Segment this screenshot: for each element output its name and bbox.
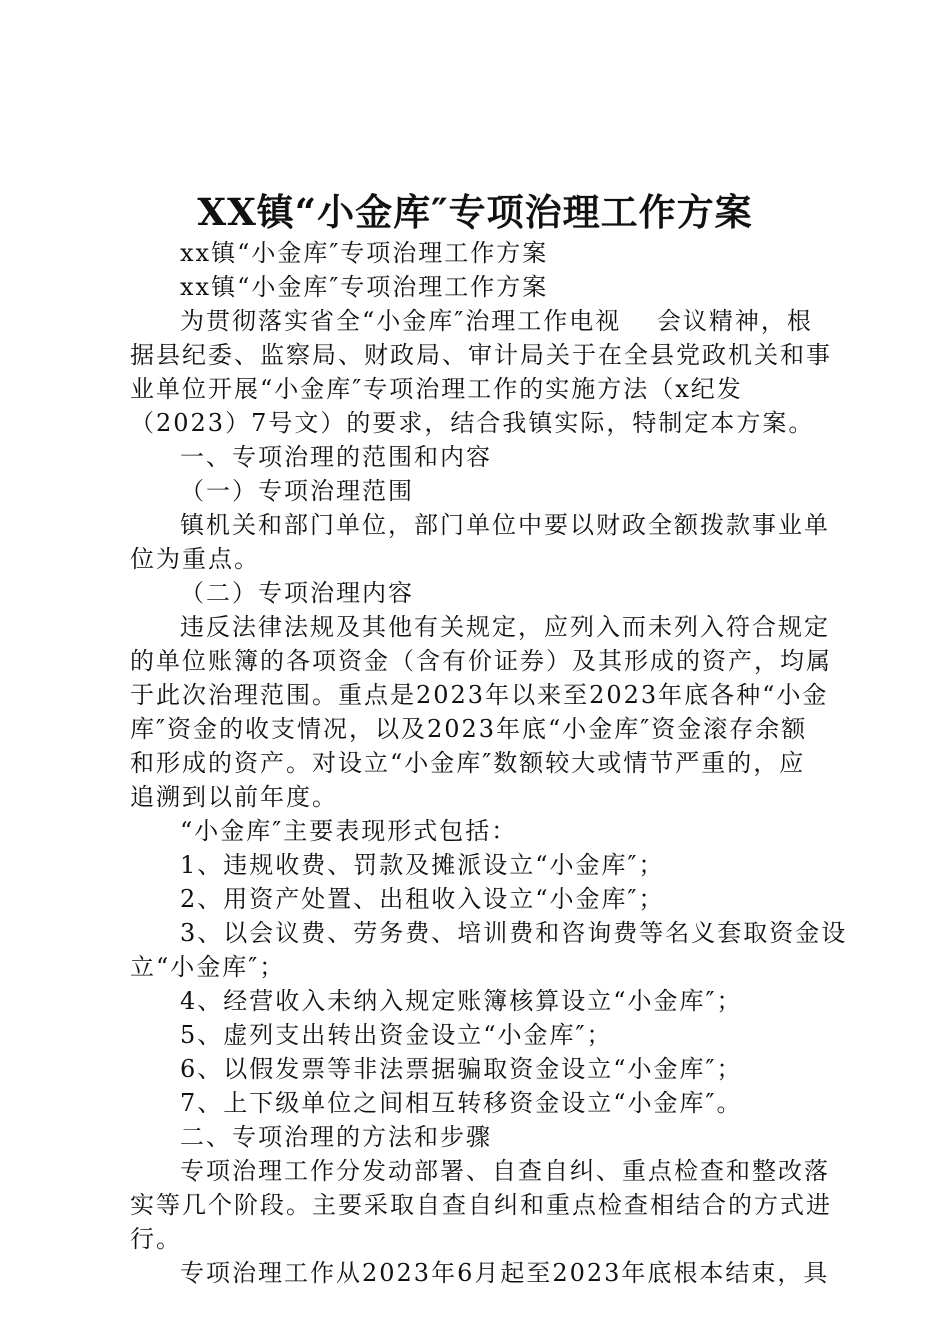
list-item: 7、上下级单位之间相互转移资金设立“小金库″。	[180, 1089, 743, 1117]
subtitle-line: xx镇“小金库″专项治理工作方案	[180, 239, 549, 267]
paragraph-line: 为贯彻落实省全“小金库″治理工作电视 会议精神，根	[180, 307, 813, 335]
paragraph-line: 追溯到以前年度。	[130, 783, 338, 811]
paragraph-line: 行。	[130, 1225, 182, 1253]
list-item: 4、经营收入未纳入规定账簿核算设立“小金库″；	[180, 987, 743, 1015]
paragraph-line: 业单位开展“小金库″专项治理工作的实施方法（x纪发	[130, 375, 743, 403]
subsection-heading: （二）专项治理内容	[180, 579, 414, 607]
subtitle-line: xx镇“小金库″专项治理工作方案	[180, 273, 549, 301]
list-item: 2、用资产处置、出租收入设立“小金库″；	[180, 885, 665, 913]
paragraph-line: 库″资金的收支情况，以及2023年底“小金库″资金滚存余额	[130, 715, 808, 743]
list-item: 6、以假发票等非法票据骗取资金设立“小金库″；	[180, 1055, 743, 1083]
list-item: 3、以会议费、劳务费、培训费和咨询费等名义套取资金设	[180, 919, 848, 947]
paragraph-line: 的单位账簿的各项资金（含有价证券）及其形成的资产，均属	[130, 647, 832, 675]
list-item: 5、虚列支出转出资金设立“小金库″；	[180, 1021, 613, 1049]
paragraph-line: 据县纪委、监察局、财政局、审计局关于在全县党政机关和事	[130, 341, 832, 369]
paragraph-line: 镇机关和部门单位，部门单位中要以财政全额拨款事业单	[180, 511, 830, 539]
list-item: 1、违规收费、罚款及摊派设立“小金库″；	[180, 851, 665, 879]
paragraph-line: （2023）7号文）的要求，结合我镇实际，特制定本方案。	[130, 409, 815, 437]
section-heading: 二、专项治理的方法和步骤	[180, 1123, 492, 1151]
paragraph-line: 于此次治理范围。重点是2023年以来至2023年底各种“小金	[130, 681, 829, 709]
paragraph-line: 和形成的资产。对设立“小金库″数额较大或情节严重的，应	[130, 749, 806, 777]
section-heading: 一、专项治理的范围和内容	[180, 443, 492, 471]
paragraph-line: 违反法律法规及其他有关规定，应列入而未列入符合规定	[180, 613, 830, 641]
paragraph-line: 专项治理工作从2023年6月起至2023年底根本结束，具	[180, 1259, 830, 1287]
paragraph-line: 位为重点。	[130, 545, 260, 573]
paragraph-line: 专项治理工作分发动部署、自查自纠、重点检查和整改落	[180, 1157, 830, 1185]
document-title: XX镇“小金库″专项治理工作方案	[197, 190, 753, 234]
paragraph-line: “小金库″主要表现形式包括：	[180, 817, 518, 845]
subsection-heading: （一）专项治理范围	[180, 477, 414, 505]
list-item: 立“小金库″；	[130, 953, 286, 981]
paragraph-line: 实等几个阶段。主要采取自查自纠和重点检查相结合的方式进	[130, 1191, 832, 1219]
